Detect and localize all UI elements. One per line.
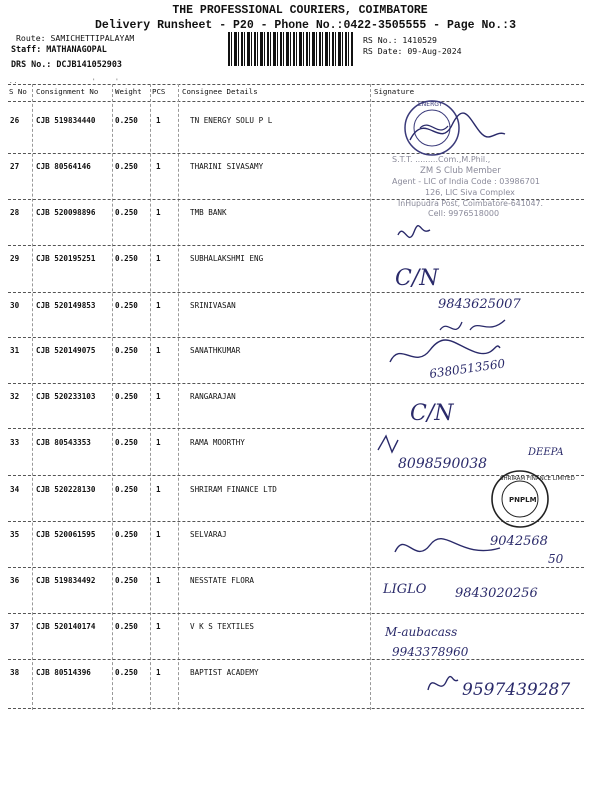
- scan-marks: .. ' ': [9, 78, 120, 85]
- handwritten-phone: 6380513560: [428, 356, 507, 381]
- row-sno: 32: [10, 392, 20, 401]
- row-consignee: BAPTIST ACADEMY: [190, 668, 259, 677]
- row-sno: 33: [10, 438, 20, 447]
- lic-agent-stamp: [392, 155, 543, 218]
- stamp-line: Cell: 9976518000: [428, 209, 500, 218]
- handwritten-phone: 9042568: [490, 534, 548, 549]
- handwritten-phone: 9943378960: [392, 645, 469, 659]
- row-consignment: CJB 520061595: [36, 530, 96, 539]
- col-header-consignment: Consignment No: [36, 87, 99, 96]
- row-consignee: SUBHALAKSHMI ENG: [190, 254, 264, 263]
- row-weight: 0.250: [115, 438, 138, 447]
- row-sno: 31: [10, 346, 20, 355]
- stamp-line: 126, LIC Siva Complex: [425, 188, 515, 197]
- row-pcs: 1: [156, 668, 161, 677]
- handwritten-name: DEEPA: [528, 447, 564, 458]
- stamp-line: ZM S Club Member: [420, 166, 501, 176]
- row-pcs: 1: [156, 530, 161, 539]
- energy-stamp-text: ENERGY: [418, 101, 443, 108]
- row-pcs: 1: [156, 116, 161, 125]
- row-weight: 0.250: [115, 392, 138, 401]
- row-consignment: CJB 520233103: [36, 392, 96, 401]
- row-weight: 0.250: [115, 208, 138, 217]
- row-sno: 36: [10, 576, 20, 585]
- row-weight: 0.250: [115, 622, 138, 631]
- handwritten-number: 50: [548, 552, 564, 566]
- row-pcs: 1: [156, 622, 161, 631]
- col-header-signature: Signature: [374, 87, 415, 96]
- handwritten-phone: 8098590038: [398, 456, 488, 472]
- row-sno: 38: [10, 668, 20, 677]
- handwritten-phone: 9597439287: [462, 680, 571, 700]
- row-sno: 30: [10, 301, 20, 310]
- row-consignment: CJB 519834492: [36, 576, 96, 585]
- rs-date: RS Date: 09-Aug-2024: [363, 46, 462, 56]
- handwritten-phone: 9843020256: [455, 586, 538, 601]
- row-consignee: SHRIRAM FINANCE LTD: [190, 485, 277, 494]
- row-sno: 26: [10, 116, 20, 125]
- row-pcs: 1: [156, 392, 161, 401]
- company-title: THE PROFESSIONAL COURIERS, COIMBATORE: [172, 4, 428, 17]
- row-pcs: 1: [156, 162, 161, 171]
- handwritten-name: LIGLO: [383, 582, 427, 597]
- row-consignment: CJB 80543353: [36, 438, 91, 447]
- staff-label: Staff: MATHANAGOPAL: [11, 44, 107, 54]
- row-pcs: 1: [156, 485, 161, 494]
- row-pcs: 1: [156, 208, 161, 217]
- stamp-line: Agent - LIC of India Code : 03986701: [392, 177, 541, 186]
- signature-scribble: [398, 226, 430, 238]
- row-consignment: CJB 520149853: [36, 301, 96, 310]
- row-weight: 0.250: [115, 116, 138, 125]
- row-consignee: RANGARAJAN: [190, 392, 236, 401]
- row-weight: 0.250: [115, 301, 138, 310]
- drs-number: DRS No.: DCJB141052903: [11, 59, 122, 69]
- row-pcs: 1: [156, 576, 161, 585]
- signature-scribble: [428, 677, 458, 690]
- row-consignment: CJB 520149075: [36, 346, 96, 355]
- signature-scribble: [440, 320, 505, 330]
- row-weight: 0.250: [115, 162, 138, 171]
- row-weight: 0.250: [115, 530, 138, 539]
- signature-scribble: [395, 539, 500, 552]
- col-header-pcs: PCS: [152, 87, 166, 96]
- row-sno: 37: [10, 622, 20, 631]
- row-consignment: CJB 520140174: [36, 622, 96, 631]
- row-pcs: 1: [156, 438, 161, 447]
- route-label: Route: SAMICHETTIPALAYAM: [16, 33, 135, 43]
- row-weight: 0.250: [115, 254, 138, 263]
- handwritten-cn: C/N: [410, 401, 454, 426]
- row-consignment: CJB 80564146: [36, 162, 91, 171]
- runsheet-title: Delivery Runsheet - P20 - Phone No.:0422-3505555 - Page No.:3: [95, 19, 516, 32]
- row-sno: 28: [10, 208, 20, 217]
- row-pcs: 1: [156, 254, 161, 263]
- row-consignee: RAMA MOORTHY: [190, 438, 245, 447]
- col-header-consignee: Consignee Details: [182, 87, 258, 96]
- row-sno: 35: [10, 530, 20, 539]
- row-weight: 0.250: [115, 485, 138, 494]
- row-consignee: V K S TEXTILES: [190, 622, 255, 631]
- stamp-line: InHupudra Post, Coimbatore-641047.: [398, 199, 544, 208]
- row-consignee: SELVARAJ: [190, 530, 227, 539]
- shriram-stamp-text: SHRIRAM FINANCE LIMITED: [500, 476, 575, 482]
- shriram-finance-stamp: [492, 471, 575, 527]
- row-consignment: CJB 519834440: [36, 116, 96, 125]
- shriram-stamp-center: PNPLM: [509, 496, 537, 504]
- row-consignment: CJB 80514396: [36, 668, 91, 677]
- row-weight: 0.250: [115, 668, 138, 677]
- row-consignee: TN ENERGY SOLU P L: [190, 116, 273, 125]
- row-consignment: CJB 520195251: [36, 254, 96, 263]
- row-consignment: CJB 520228130: [36, 485, 96, 494]
- row-consignee: TMB BANK: [190, 208, 227, 217]
- signature-scribble: [420, 125, 448, 130]
- handwritten-phone: 9843625007: [438, 297, 521, 312]
- row-consignee: SRINIVASAN: [190, 301, 236, 310]
- handwritten-name: M-aubacass: [385, 625, 458, 639]
- signature-scribble: [378, 436, 398, 452]
- row-pcs: 1: [156, 346, 161, 355]
- row-consignee: SANATHKUMAR: [190, 346, 241, 355]
- row-pcs: 1: [156, 301, 161, 310]
- row-sno: 34: [10, 485, 20, 494]
- row-sno: 27: [10, 162, 20, 171]
- row-weight: 0.250: [115, 346, 138, 355]
- col-header-sno: S No: [9, 87, 27, 96]
- rs-number: RS No.: 1410529: [363, 35, 437, 45]
- row-sno: 29: [10, 254, 20, 263]
- row-consignee: THARINI SIVASAMY: [190, 162, 264, 171]
- col-header-weight: Weight: [115, 87, 142, 96]
- row-consignment: CJB 520098896: [36, 208, 96, 217]
- row-weight: 0.250: [115, 576, 138, 585]
- row-consignee: NESSTATE FLORA: [190, 576, 255, 585]
- handwritten-cn: C/N: [395, 266, 439, 291]
- stamp-line: S.T.T. .........Com.,M.Phil.,: [392, 155, 491, 164]
